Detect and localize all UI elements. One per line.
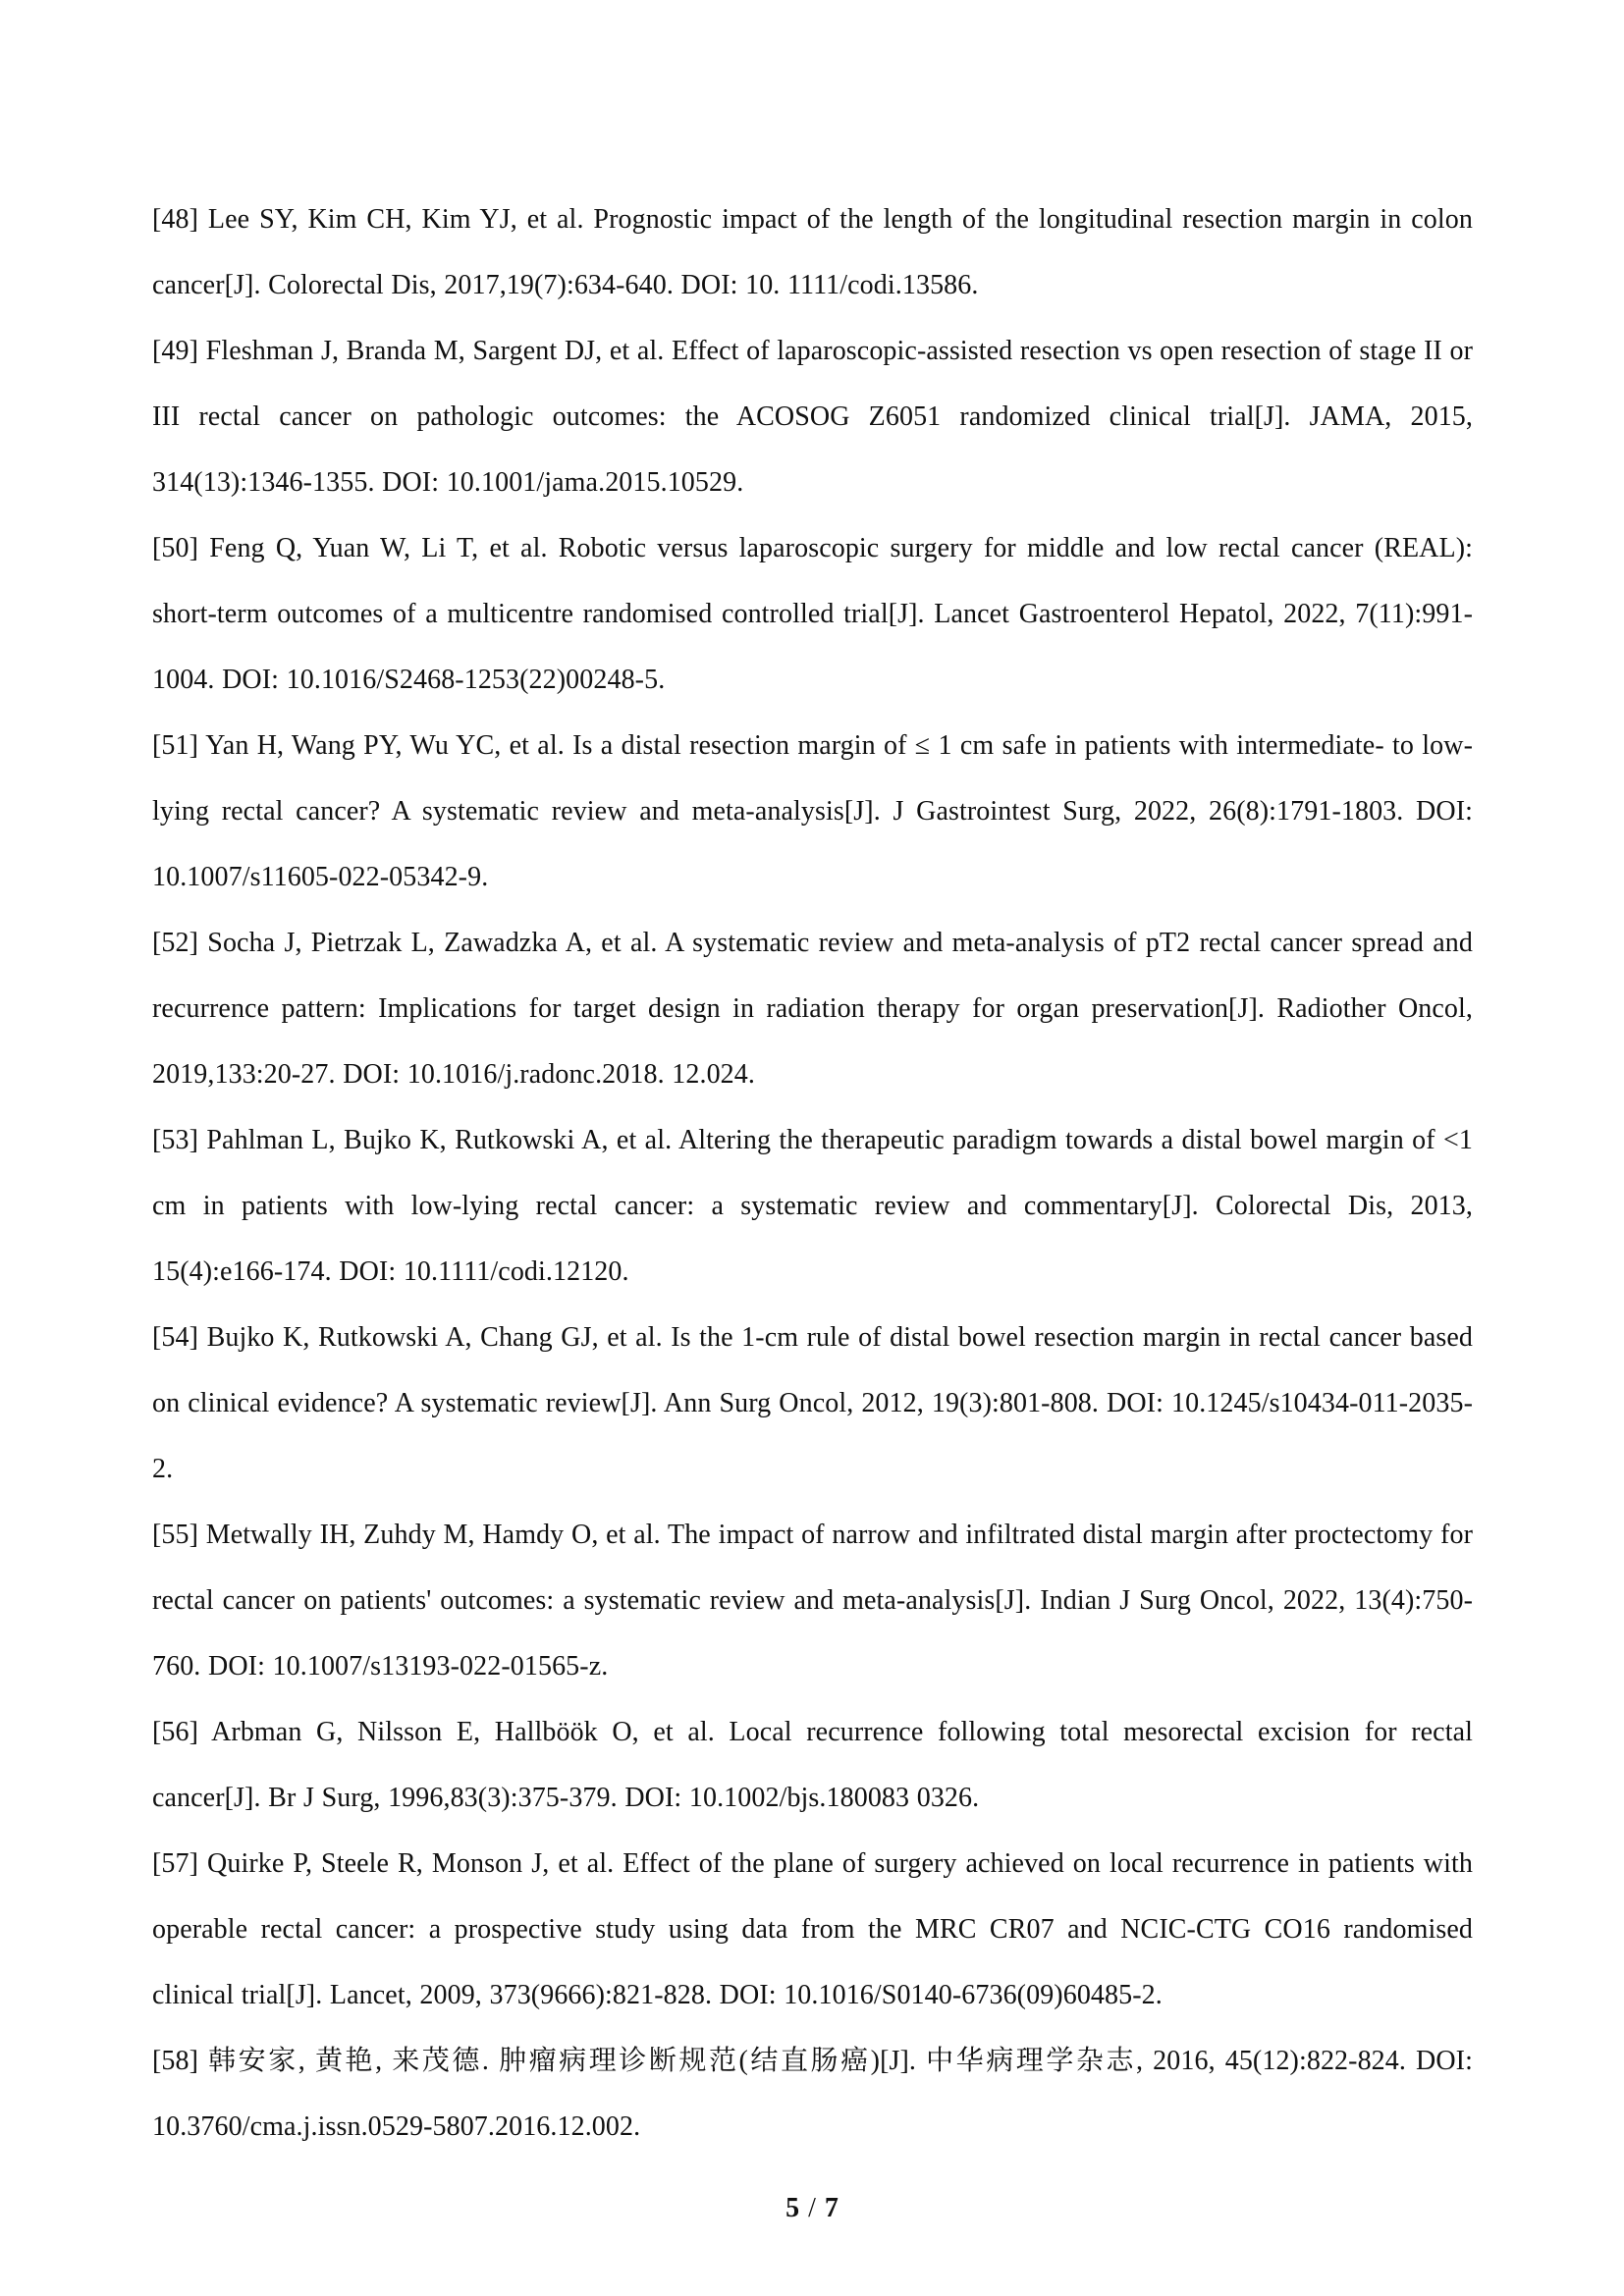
- reference-item: [52] Socha J, Pietrzak L, Zawadzka A, et al. A systematic review and meta-analysis of pT2 rectal cancer spread and recurrence pattern: Implications for target design in radiation therapy for organ preservation[J]. Radiother Oncol, 2019,133:20-27. DOI: 10.1016/j.radonc.2018. 12.024.: [152, 928, 1473, 1090]
- reference-item: [56] Arbman G, Nilsson E, Hallböök O, et al. Local recurrence following total mesorectal excision for rectal cancer[J]. Br J Surg, 1996,83(3):375-379. DOI: 10.1002/bjs.180083 0326.: [152, 1717, 1473, 1813]
- reference-item: [49] Fleshman J, Branda M, Sargent DJ, et al. Effect of laparoscopic-assisted resection vs open resection of stage II or III rectal cancer on pathologic outcomes: the ACOSOG Z6051 randomized clinical trial[J]. JAMA, 2015, 314(13):1346-1355. DOI: 10.1001/jama.2015.10529.: [152, 336, 1473, 498]
- reference-item: [58] 韩安家, 黄艳, 来茂德. 肿瘤病理诊断规范(结直肠癌)[J]. 中华病理学杂志, 2016, 45(12):822-824. DOI: 10.3760/cma.j.issn.0529-5807.2016.12.002.: [152, 2046, 1473, 2142]
- reference-item: [55] Metwally IH, Zuhdy M, Hamdy O, et al. The impact of narrow and infiltrated distal margin after proctectomy for rectal cancer on patients' outcomes: a systematic review and meta-analysis[J]. Indian J Surg Oncol, 2022, 13(4):750-760. DOI: 10.1007/s13193-022-01565-z.: [152, 1520, 1473, 1682]
- reference-item: [48] Lee SY, Kim CH, Kim YJ, et al. Prognostic impact of the length of the longitudinal resection margin in colon cancer[J]. Colorectal Dis, 2017,19(7):634-640. DOI: 10. 1111/codi.13586.: [152, 204, 1473, 300]
- page-number-current: 5: [785, 2193, 800, 2223]
- page-number-separator: /: [808, 2193, 816, 2223]
- references-page: [152, 187, 1473, 2160]
- page-number: [0, 2193, 1624, 2224]
- reference-item: [54] Bujko K, Rutkowski A, Chang GJ, et al. Is the 1-cm rule of distal bowel resection margin in rectal cancer based on clinical evidence? A systematic review[J]. Ann Surg Oncol, 2012, 19(3):801-808. DOI: 10.1245/s10434-011-2035-2.: [152, 1322, 1473, 1484]
- reference-item: [53] Pahlman L, Bujko K, Rutkowski A, et al. Altering the therapeutic paradigm towards a distal bowel margin of <1 cm in patients with low-lying rectal cancer: a systematic review and commentary[J]. Colorectal Dis, 2013, 15(4):e166-174. DOI: 10.1111/codi.12120.: [152, 1125, 1473, 1287]
- page-number-total: 7: [824, 2193, 839, 2223]
- reference-item: [50] Feng Q, Yuan W, Li T, et al. Robotic versus laparoscopic surgery for middle and low rectal cancer (REAL): short-term outcomes of a multicentre randomised controlled trial[J]. Lancet Gastroenterol Hepatol, 2022, 7(11):991-1004. DOI: 10.1016/S2468-1253(22)00248-5.: [152, 533, 1473, 695]
- reference-item: [51] Yan H, Wang PY, Wu YC, et al. Is a distal resection margin of ≤ 1 cm safe in patients with intermediate- to low-lying rectal cancer? A systematic review and meta-analysis[J]. J Gastrointest Surg, 2022, 26(8):1791-1803. DOI: 10.1007/s11605-022-05342-9.: [152, 730, 1473, 892]
- reference-item: [57] Quirke P, Steele R, Monson J, et al. Effect of the plane of surgery achieved on local recurrence in patients with operable rectal cancer: a prospective study using data from the MRC CR07 and NCIC-CTG CO16 randomised clinical trial[J]. Lancet, 2009, 373(9666):821-828. DOI: 10.1016/S0140-6736(09)60485-2.: [152, 1848, 1473, 2010]
